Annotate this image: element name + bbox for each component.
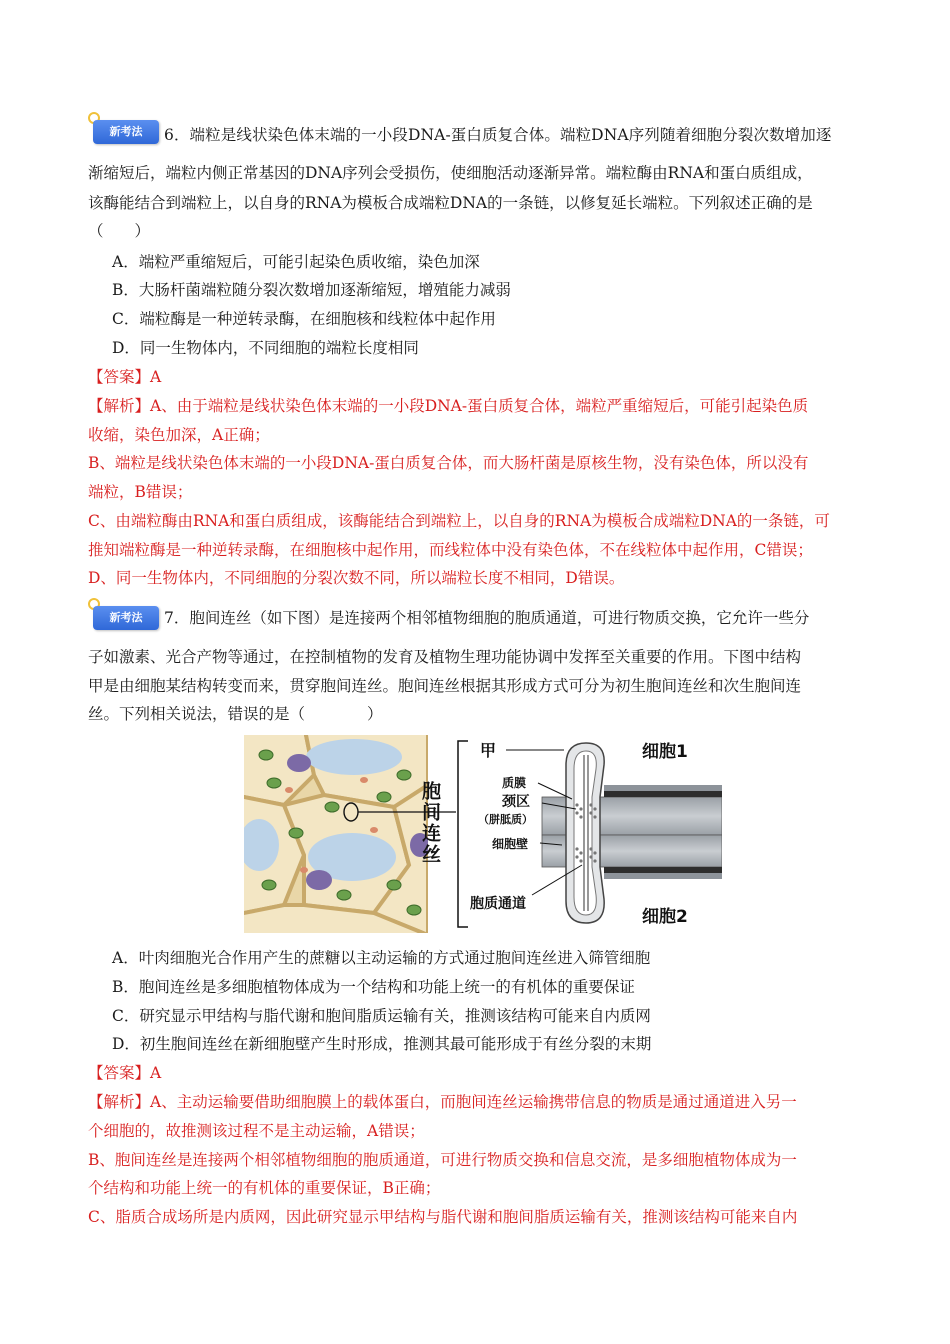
- figure-label-plasmodesma: 胞间连丝: [419, 781, 441, 865]
- q6-option-c: C．端粒酶是一种逆转录酶，在细胞核和线粒体中起作用: [112, 310, 496, 328]
- q7-analysis-line-3: B、胞间连丝是连接两个相邻植物细胞的胞质通道，可进行物质交换和信息交流，是多细胞植物体成为一: [88, 1151, 797, 1169]
- q6-analysis-line-5: C、由端粒酶由RNA和蛋白质组成，该酶能结合到端粒上，以自身的RNA为模板合成端粒DNA的一条链，可: [88, 512, 830, 530]
- figure-label-neck: 颈区: [502, 794, 530, 810]
- q7-analysis-line-4: 个结构和功能上统一的有机体的重要保证，B正确；: [88, 1179, 441, 1197]
- q7-stem-line-1: 7．胞间连丝（如下图）是连接两个相邻植物细胞的胞质通道，可进行物质交换，它允许一些分: [164, 609, 810, 627]
- q6-stem-line-3: 该酶能结合到端粒上，以自身的RNA为模板合成端粒DNA的一条链，以修复延长端粒。下列叙述正确的是: [88, 194, 813, 212]
- q7-stem-line-3: 甲是由细胞某结构转变而来，贯穿胞间连丝。胞间连丝根据其形成方式可分为初生胞间连丝和次生胞间连: [88, 677, 802, 695]
- q6-stem-line-1: 6．端粒是线状染色体末端的一小段DNA-蛋白质复合体。端粒DNA序列随着细胞分裂次数增加逐: [164, 126, 832, 144]
- q6-analysis-line-2: 收缩，染色加深，A正确；: [88, 426, 270, 444]
- plasmodesma-figure: [244, 735, 722, 933]
- q6-analysis-line-7: D、同一生物体内，不同细胞的分裂次数不同，所以端粒长度不相同，D错误。: [88, 569, 625, 587]
- q7-answer: 【答案】A: [88, 1064, 162, 1082]
- q6-analysis-line-6: 推知端粒酶是一种逆转录酶，在细胞核中起作用，而线粒体中没有染色体，不在线粒体中起作用，C错误；: [88, 541, 813, 559]
- q7-option-a: A．叶肉细胞光合作用产生的蔗糖以主动运输的方式通过胞间连丝进入筛管细胞: [112, 949, 651, 967]
- figure-label-neck-sub: （胼胝质）: [478, 813, 533, 826]
- figure-label-wall: 细胞壁: [492, 837, 529, 851]
- q7-stem-line-4: 丝。下列相关说法，错误的是（ ）: [88, 705, 383, 723]
- figure-label-cell1: 细胞1: [642, 742, 688, 762]
- q7-stem-line-2: 子如激素、光合产物等通过，在控制植物的发育及植物生理功能协调中发挥至关重要的作用。下图中结构: [88, 648, 802, 666]
- q6-option-a: A．端粒严重缩短后，可能引起染色质收缩，染色加深: [112, 253, 480, 271]
- q6-stem-line-2: 渐缩短后，端粒内侧正常基因的DNA序列会受损伤，使细胞活动逐渐异常。端粒酶由RNA和蛋白质组成，: [88, 164, 813, 182]
- q6-analysis-line-3: B、端粒是线状染色体末端的一小段DNA-蛋白质复合体，而大肠杆菌是原核生物，没有染色体，所以没有: [88, 454, 809, 472]
- q7-option-c: C．研究显示甲结构与脂代谢和胞间脂质运输有关，推测该结构可能来自内质网: [112, 1007, 651, 1025]
- q6-answer: 【答案】A: [88, 368, 162, 386]
- q7-option-b: B．胞间连丝是多细胞植物体成为一个结构和功能上统一的有机体的重要保证: [112, 978, 635, 996]
- q7-option-d: D．初生胞间连丝在新细胞壁产生时形成，推测其最可能形成于有丝分裂的末期: [112, 1035, 652, 1053]
- new-method-badge: 新考法: [93, 606, 159, 630]
- figure-label-membrane: 质膜: [502, 776, 527, 790]
- figure-label-cell2: 细胞2: [642, 907, 688, 927]
- q6-analysis-line-1: 【解析】A、由于端粒是线状染色体末端的一小段DNA-蛋白质复合体，端粒严重缩短后，可能引起染色质: [88, 397, 809, 415]
- q6-option-d: D．同一生物体内，不同细胞的端粒长度相同: [112, 339, 419, 357]
- q7-analysis-line-5: C、脂质合成场所是内质网，因此研究显示甲结构与脂代谢和胞间脂质运输有关，推测该结构可能来自内: [88, 1208, 798, 1226]
- figure-label-channel: 胞质通道: [470, 896, 526, 912]
- figure-label-jia: 甲: [480, 741, 497, 760]
- q6-option-b: B．大肠杆菌端粒随分裂次数增加逐渐缩短，增殖能力减弱: [112, 281, 511, 299]
- q6-analysis-line-4: 端粒，B错误；: [88, 483, 193, 501]
- q7-analysis-line-1: 【解析】A、主动运输要借助细胞膜上的载体蛋白，而胞间连丝运输携带信息的物质是通过通道进入另一: [88, 1093, 797, 1111]
- q6-stem-line-4: （ ）: [88, 222, 151, 240]
- q7-analysis-line-2: 个细胞的，故推测该过程不是主动运输，A错误；: [88, 1122, 425, 1140]
- plant-tissue-illustration: [244, 735, 430, 933]
- new-method-badge: 新考法: [93, 120, 159, 144]
